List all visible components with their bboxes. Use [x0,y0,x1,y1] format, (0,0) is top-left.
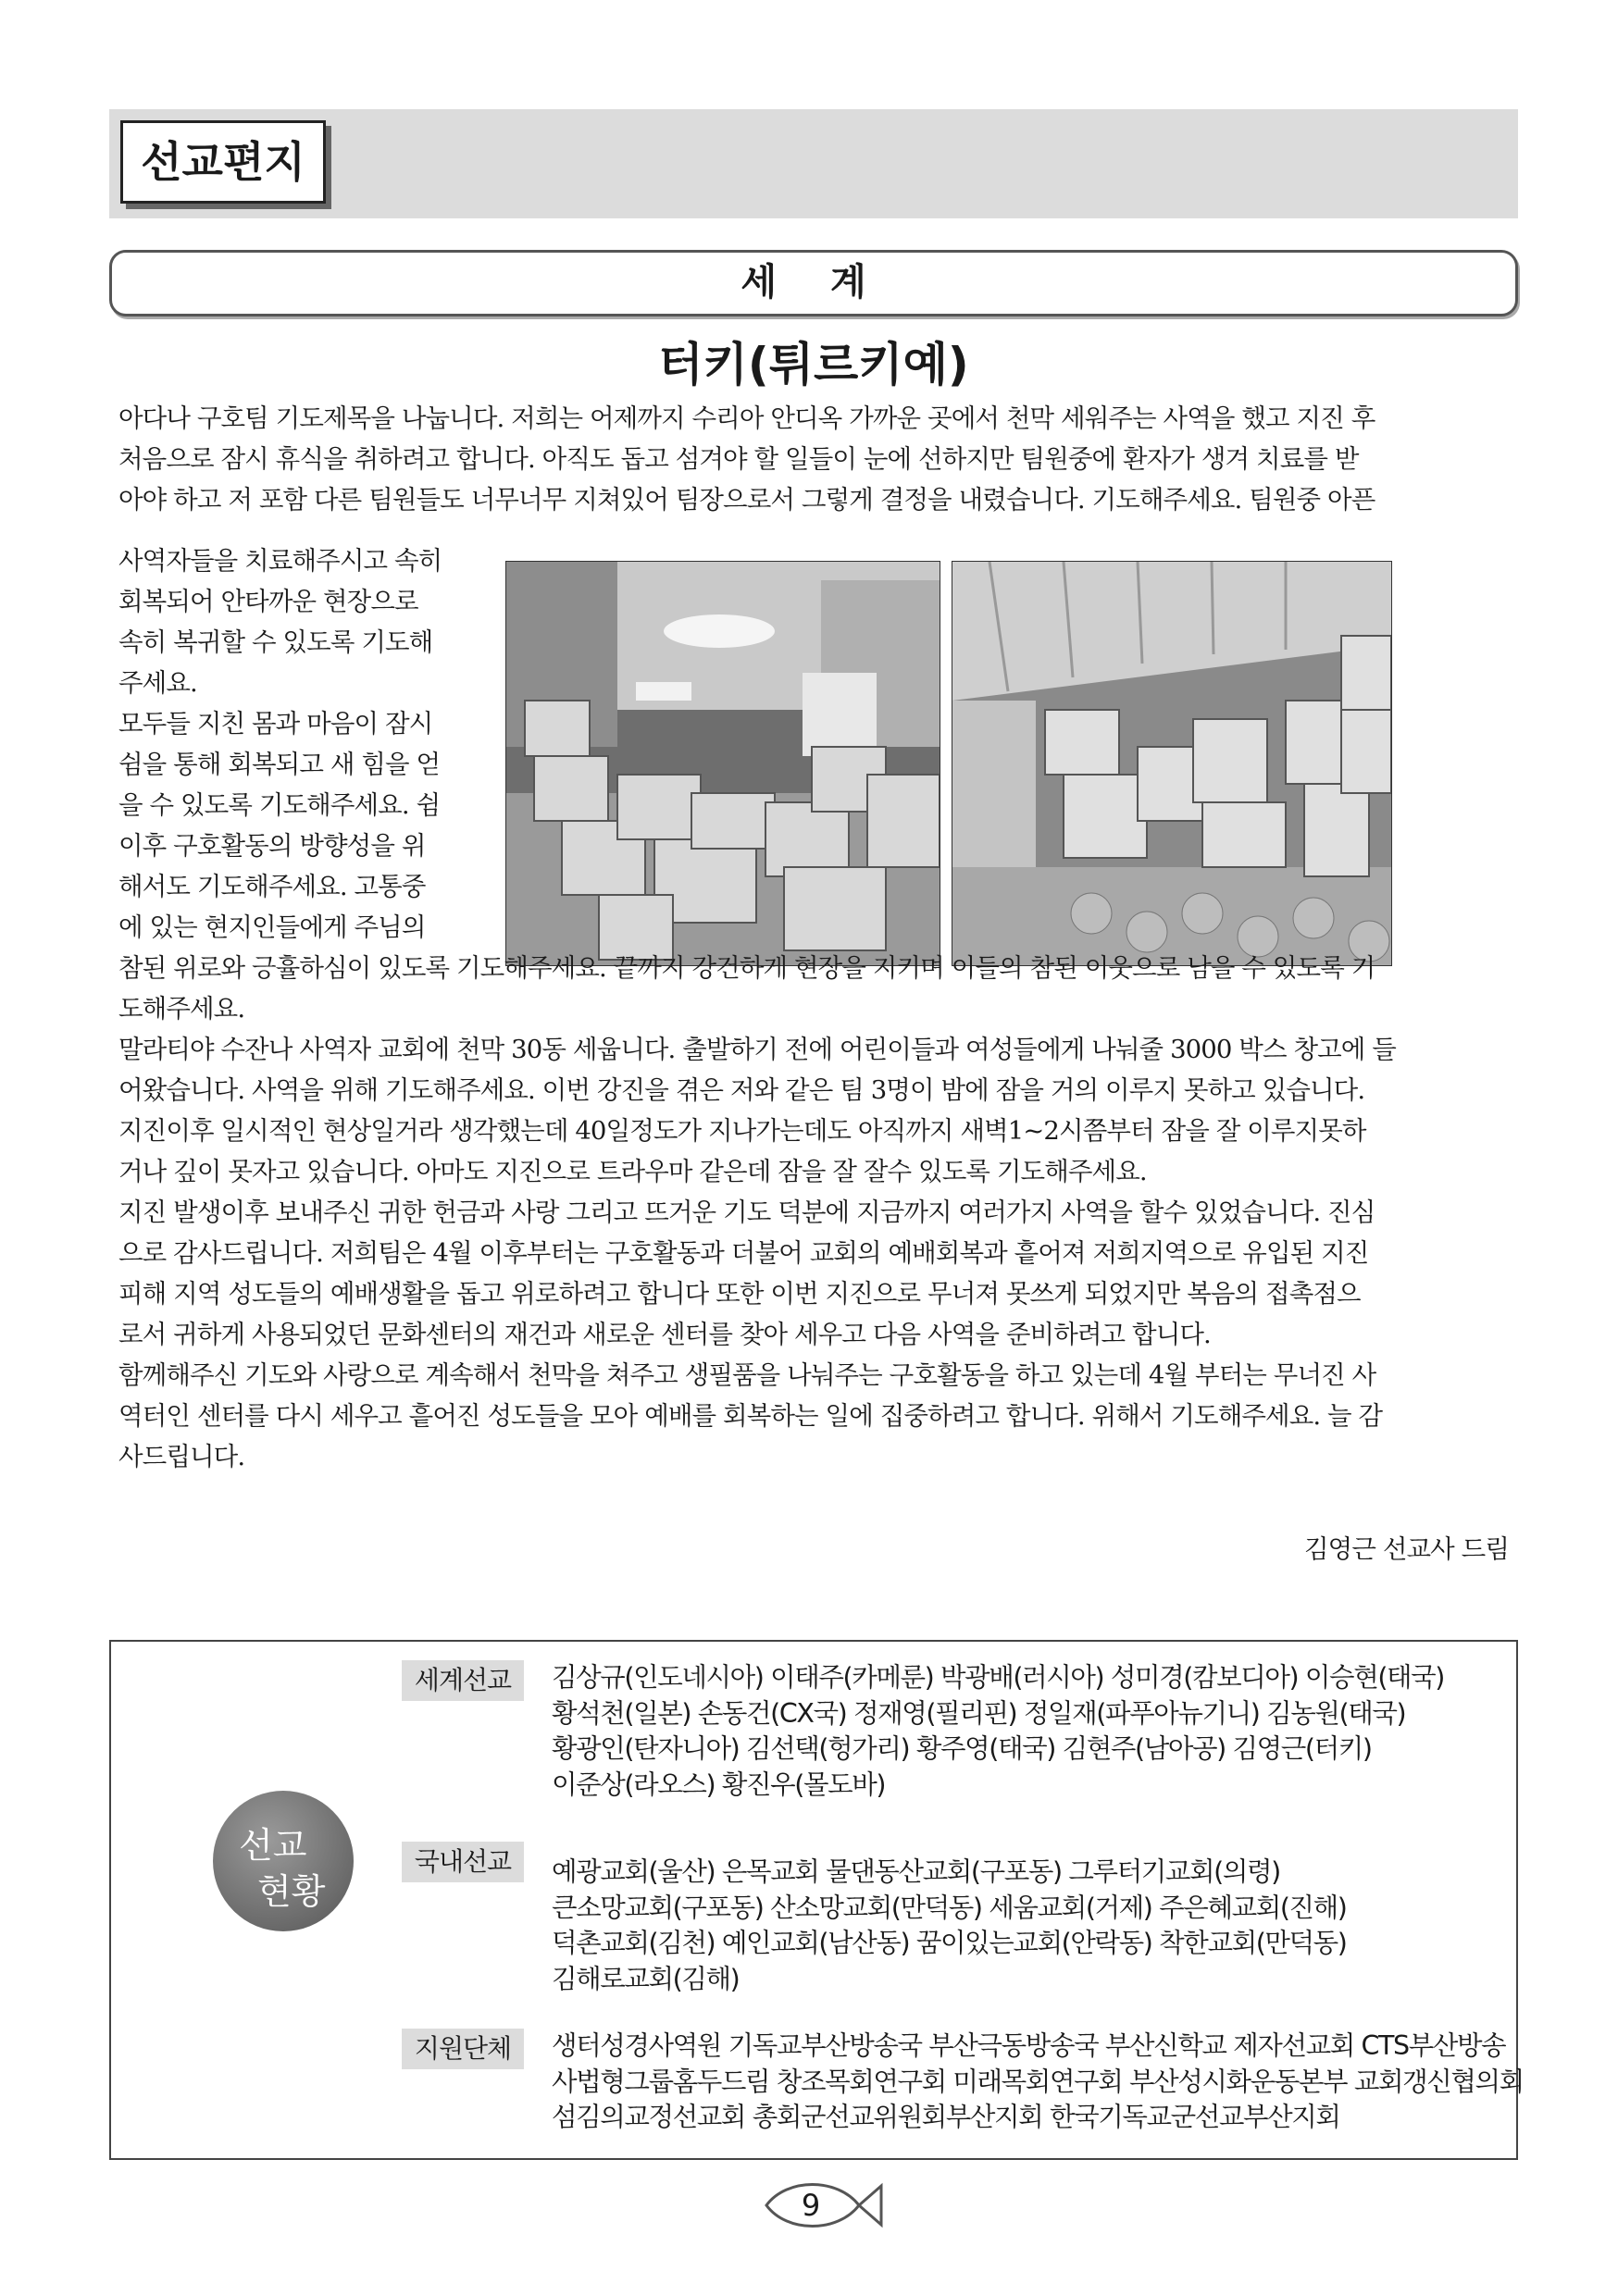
badge-line-2: 현황 [257,1871,326,1912]
list-line: 황광인(탄자니아) 김선택(헝가리) 황주영(태국) 김현주(남아공) 김영근(터키) [552,1733,1372,1764]
list-line: 이준상(라오스) 황진우(몰도바) [552,1769,886,1800]
text-line: 아야 하고 저 포함 다른 팀원들도 너무너무 지쳐있어 팀장으로서 그렇게 결정을 내렸습니다. 기도해주세요. 팀원중 아픈 [118,485,1375,515]
page-number: 9 [801,2188,821,2223]
list-line: 섬김의교정선교회 총회군선교위원회부산지회 한국기독교군선교부산지회 [552,2102,1340,2132]
section-tag-label: 선교편지 [141,137,305,187]
text-line: 도해주세요. [118,994,245,1024]
mission-status-badge [213,1791,354,1931]
text-line: 쉼을 통해 회복되고 새 힘을 얻 [118,750,441,779]
warehouse-photo-illustration [952,562,1391,965]
relief-boxes-warehouse-photo [952,561,1392,966]
list-line: 황석천(일본) 손동건(CX국) 정재영(필리핀) 정일재(파푸아뉴기니) 김농원(태국) [552,1697,1406,1729]
category-list-domestic [552,1855,1505,1997]
text-line: 어왔습니다. 사역을 위해 기도해주세요. 이번 강진을 겪은 저와 같은 팀 3명이 밤에 잠을 거의 이루지 못하고 있습니다. [118,1075,1365,1105]
region-label: 세 계 [741,261,887,304]
section-tag [120,120,326,204]
list-line: 생터성경사역원 기독교부산방송국 부산극동방송국 부산신학교 제자선교회 CTS부산방송 [552,2030,1506,2061]
category-list-world [552,1660,1505,1803]
category-label-support: 지원단체 [402,2029,524,2069]
text-line: 속히 복귀할 수 있도록 기도해 [118,627,433,657]
text-line: 지진이후 일시적인 현상일거라 생각했는데 40일정도가 지나가는데도 아직까지 새벽1~2시쯤부터 잠을 잘 이루지못하 [118,1116,1366,1146]
list-line: 예광교회(울산) 은목교회 물댄동산교회(구포동) 그루터기교회(의령) [552,1856,1280,1887]
text-line: 을 수 있도록 기도해주세요. 쉼 [118,790,441,820]
list-line: 김상규(인도네시아) 이태주(카메룬) 박광배(러시아) 성미경(캄보디아) 이승현(태국) [552,1662,1445,1693]
list-line: 김해로교회(김해) [552,1963,740,1994]
badge-line-1: 선교 [239,1825,307,1866]
text-line: 로서 귀하게 사용되었던 문화센터의 재건과 새로운 센터를 찾아 세우고 다음 사역을 준비하려고 합니다. [118,1320,1211,1349]
text-line: 함께해주신 기도와 사랑으로 계속해서 천막을 쳐주고 생필품을 나눠주는 구호활동을 하고 있는데 4월 부터는 무너진 사 [118,1360,1376,1390]
text-line: 으로 감사드립니다. 저희팀은 4월 이후부터는 구호활동과 더불어 교회의 예배회복과 흩어져 저희지역으로 유입된 지진 [118,1238,1369,1268]
text-line: 거나 깊이 못자고 있습니다. 아마도 지진으로 트라우마 같은데 잠을 잘 잘수 있도록 기도해주세요. [118,1157,1147,1186]
region-box [109,250,1518,316]
country-title: 터키(튀르키예) [658,338,969,391]
text-line: 모두들 지친 몸과 마음이 잠시 [118,709,433,738]
text-line: 회복되어 안타까운 현장으로 [118,587,418,616]
list-line: 덕촌교회(김천) 예인교회(남산동) 꿈이있는교회(안락동) 착한교회(만덕동) [552,1928,1347,1958]
text-line: 참된 위로와 긍휼하심이 있도록 기도해주세요. 끝까지 강건하게 현장을 지키며 이들의 참된 이웃으로 남을 수 있도록 기 [118,953,1375,983]
letter-continuation [118,948,1518,1477]
signature: 김영근 선교사 드림 [1303,1534,1509,1564]
relief-boxes-room-photo [505,561,940,966]
letter-intro [118,398,1518,520]
text-line: 역터인 센터를 다시 세우고 흩어진 성도들을 모아 예배를 회복하는 일에 집중하려고 합니다. 위해서 기도해주세요. 늘 감 [118,1401,1383,1431]
text-line: 말라티야 수잔나 사역자 교회에 천막 30동 세웁니다. 출발하기 전에 어린이들과 여성들에게 나눠줄 3000 박스 창고에 들 [118,1035,1396,1064]
text-line: 주세요. [118,668,197,698]
list-line: 사법형그룹홈두드림 창조목회연구회 미래목회연구회 부산성시화운동본부 교회갱신협의회 [552,2066,1524,2097]
letter-side-column [118,540,496,948]
text-line: 이후 구호활동의 방향성을 위 [118,831,426,861]
category-label-domestic: 국내선교 [402,1842,524,1882]
text-line: 피해 지역 성도들의 예배생활을 돕고 위로하려고 합니다 또한 이번 지진으로 무너져 못쓰게 되었지만 복음의 접촉점으 [118,1279,1361,1309]
text-line: 에 있는 현지인들에게 주님의 [118,912,426,942]
room-photo-illustration [506,562,940,965]
text-line: 처음으로 잠시 휴식을 취하려고 합니다. 아직도 돕고 섬겨야 할 일들이 눈에 선하지만 팀원중에 환자가 생겨 치료를 받 [118,444,1359,474]
category-label-world: 세계선교 [402,1660,524,1701]
list-line: 큰소망교회(구포동) 산소망교회(만덕동) 세움교회(거제) 주은혜교회(진해) [552,1892,1347,1923]
text-line: 사역자들을 치료해주시고 속히 [118,546,442,576]
text-line: 지진 발생이후 보내주신 귀한 헌금과 사랑 그리고 뜨거운 기도 덕분에 지금까지 여러가지 사역을 할수 있었습니다. 진심 [118,1198,1375,1227]
text-line: 사드립니다. [118,1442,245,1471]
category-list-support [552,2029,1524,2136]
text-line: 아다나 구호팀 기도제목을 나눕니다. 저희는 어제까지 수리아 안디옥 가까운 곳에서 천막 세워주는 사역을 했고 지진 후 [118,403,1375,433]
text-line: 해서도 기도해주세요. 고통중 [118,872,426,901]
